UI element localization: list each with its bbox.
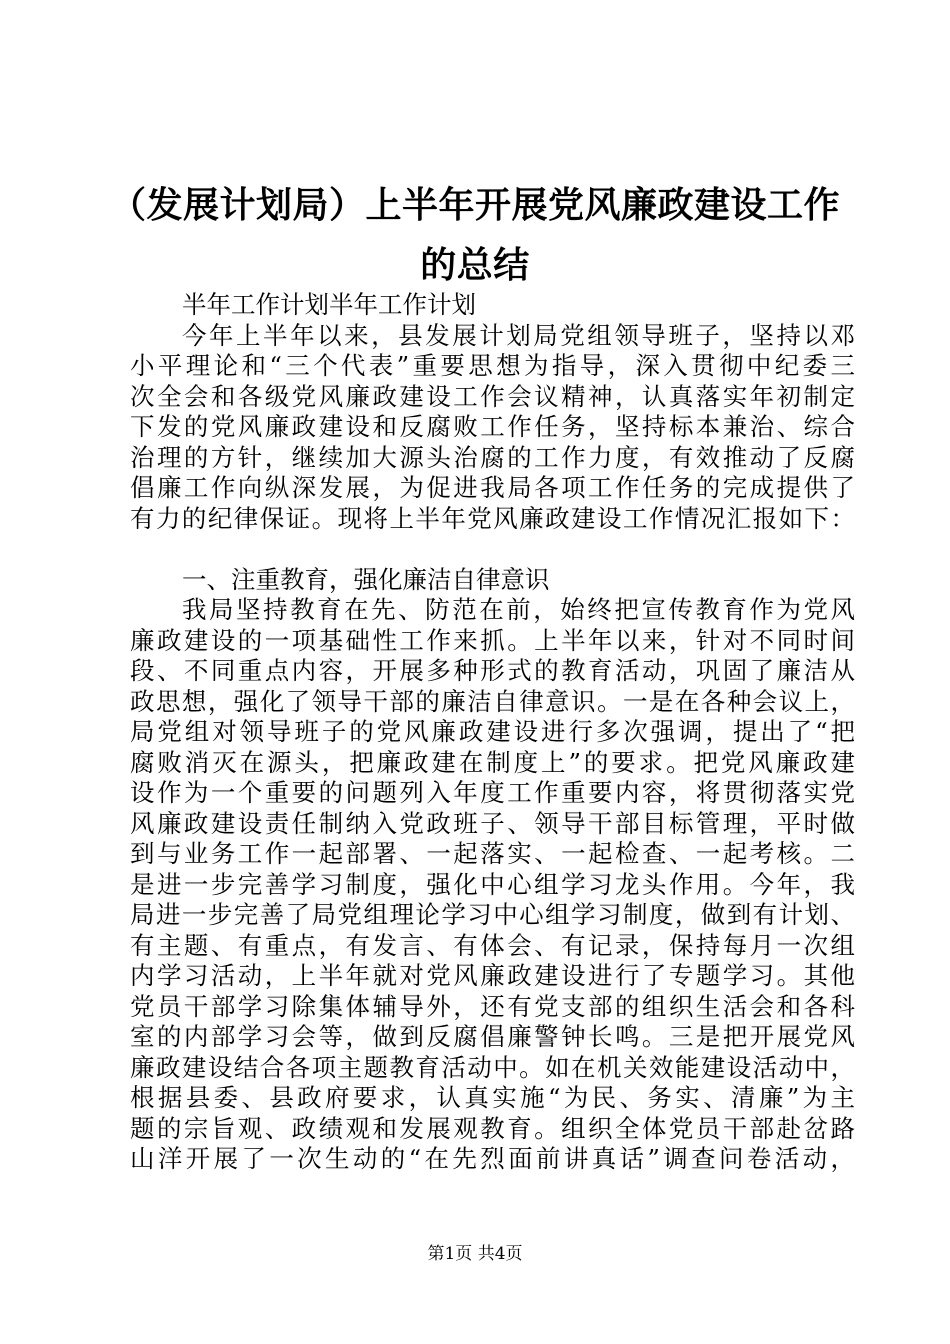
section-heading: 一、注重教育，强化廉洁自律意识 [182, 564, 550, 594]
document-title-line-1: （发展计划局）上半年开展党风廉政建设工作 [109, 185, 840, 226]
paragraph-intro [130, 321, 855, 535]
document-body [130, 290, 855, 1175]
text-line: 设作为一个重要的问题列入年度工作重要内容，将贯彻落实党 [130, 778, 855, 807]
text-line: 有力的纪律保证。现将上半年党风廉政建设工作情况汇报如下： [130, 503, 855, 533]
document-subtitle: 半年工作计划半年工作计划 [182, 290, 476, 319]
text-line: 我局坚持教育在先、防范在前，始终把宣传教育作为党风 [182, 595, 855, 624]
text-line: 室的内部学习会等，做到反腐倡廉警钟长鸣。三是把开展党风 [130, 1022, 855, 1051]
text-line: 风廉政建设责任制纳入党政班子、领导干部目标管理，平时做 [130, 808, 855, 838]
text-line: 廉政建设的一项基础性工作来抓。上半年以来，针对不同时间 [130, 625, 855, 655]
text-line: 倡廉工作向纵深发展，为促进我局各项工作任务的完成提供了 [130, 473, 855, 502]
text-line: 次全会和各级党风廉政建设工作会议精神，认真落实年初制定 [130, 381, 855, 411]
text-line: 段、不同重点内容，开展多种形式的教育活动，巩固了廉洁从 [130, 656, 855, 685]
paragraph-spacer [130, 534, 855, 565]
text-line: 治理的方针，继续加大源头治腐的工作力度，有效推动了反腐 [130, 442, 855, 472]
text-line: 下发的党风廉政建设和反腐败工作任务，坚持标本兼治、综合 [130, 412, 855, 441]
text-line: 山洋开展了一次生动的“在先烈面前讲真话”调查问卷活动， [130, 1144, 855, 1173]
text-line: 有主题、有重点，有发言、有体会、有记录，保持每月一次组 [130, 930, 855, 960]
text-line: 根据县委、县政府要求，认真实施“为民、务实、清廉”为主 [130, 1083, 855, 1112]
text-line: 政思想，强化了领导干部的廉洁自律意识。一是在各种会议上， [130, 686, 855, 716]
text-line: 小平理论和“三个代表”重要思想为指导，深入贯彻中纪委三 [130, 351, 855, 380]
text-line: 到与业务工作一起部署、一起落实、一起检查、一起考核。二 [130, 839, 855, 868]
text-line: 今年上半年以来，县发展计划局党组领导班子，坚持以邓 [182, 320, 855, 350]
text-line: 腐败消灭在源头，把廉政建在制度上”的要求。把党风廉政建 [130, 747, 855, 777]
document-title-line-2: 的总结 [420, 245, 530, 286]
page-footer: 第1页 共4页 [427, 1244, 523, 1264]
paragraph-education [130, 595, 855, 1175]
text-line: 内学习活动，上半年就对党风廉政建设进行了专题学习。其他 [130, 961, 855, 990]
text-line: 题的宗旨观、政绩观和发展观教育。组织全体党员干部赴岔路 [130, 1113, 855, 1143]
text-line: 局党组对领导班子的党风廉政建设进行多次强调，提出了“把 [130, 717, 855, 746]
text-line: 党员干部学习除集体辅导外，还有党支部的组织生活会和各科 [130, 991, 855, 1021]
text-line: 是进一步完善学习制度，强化中心组学习龙头作用。今年，我 [130, 869, 855, 899]
text-line: 廉政建设结合各项主题教育活动中。如在机关效能建设活动中， [130, 1052, 855, 1082]
text-line: 局进一步完善了局党组理论学习中心组学习制度，做到有计划、 [130, 900, 855, 929]
